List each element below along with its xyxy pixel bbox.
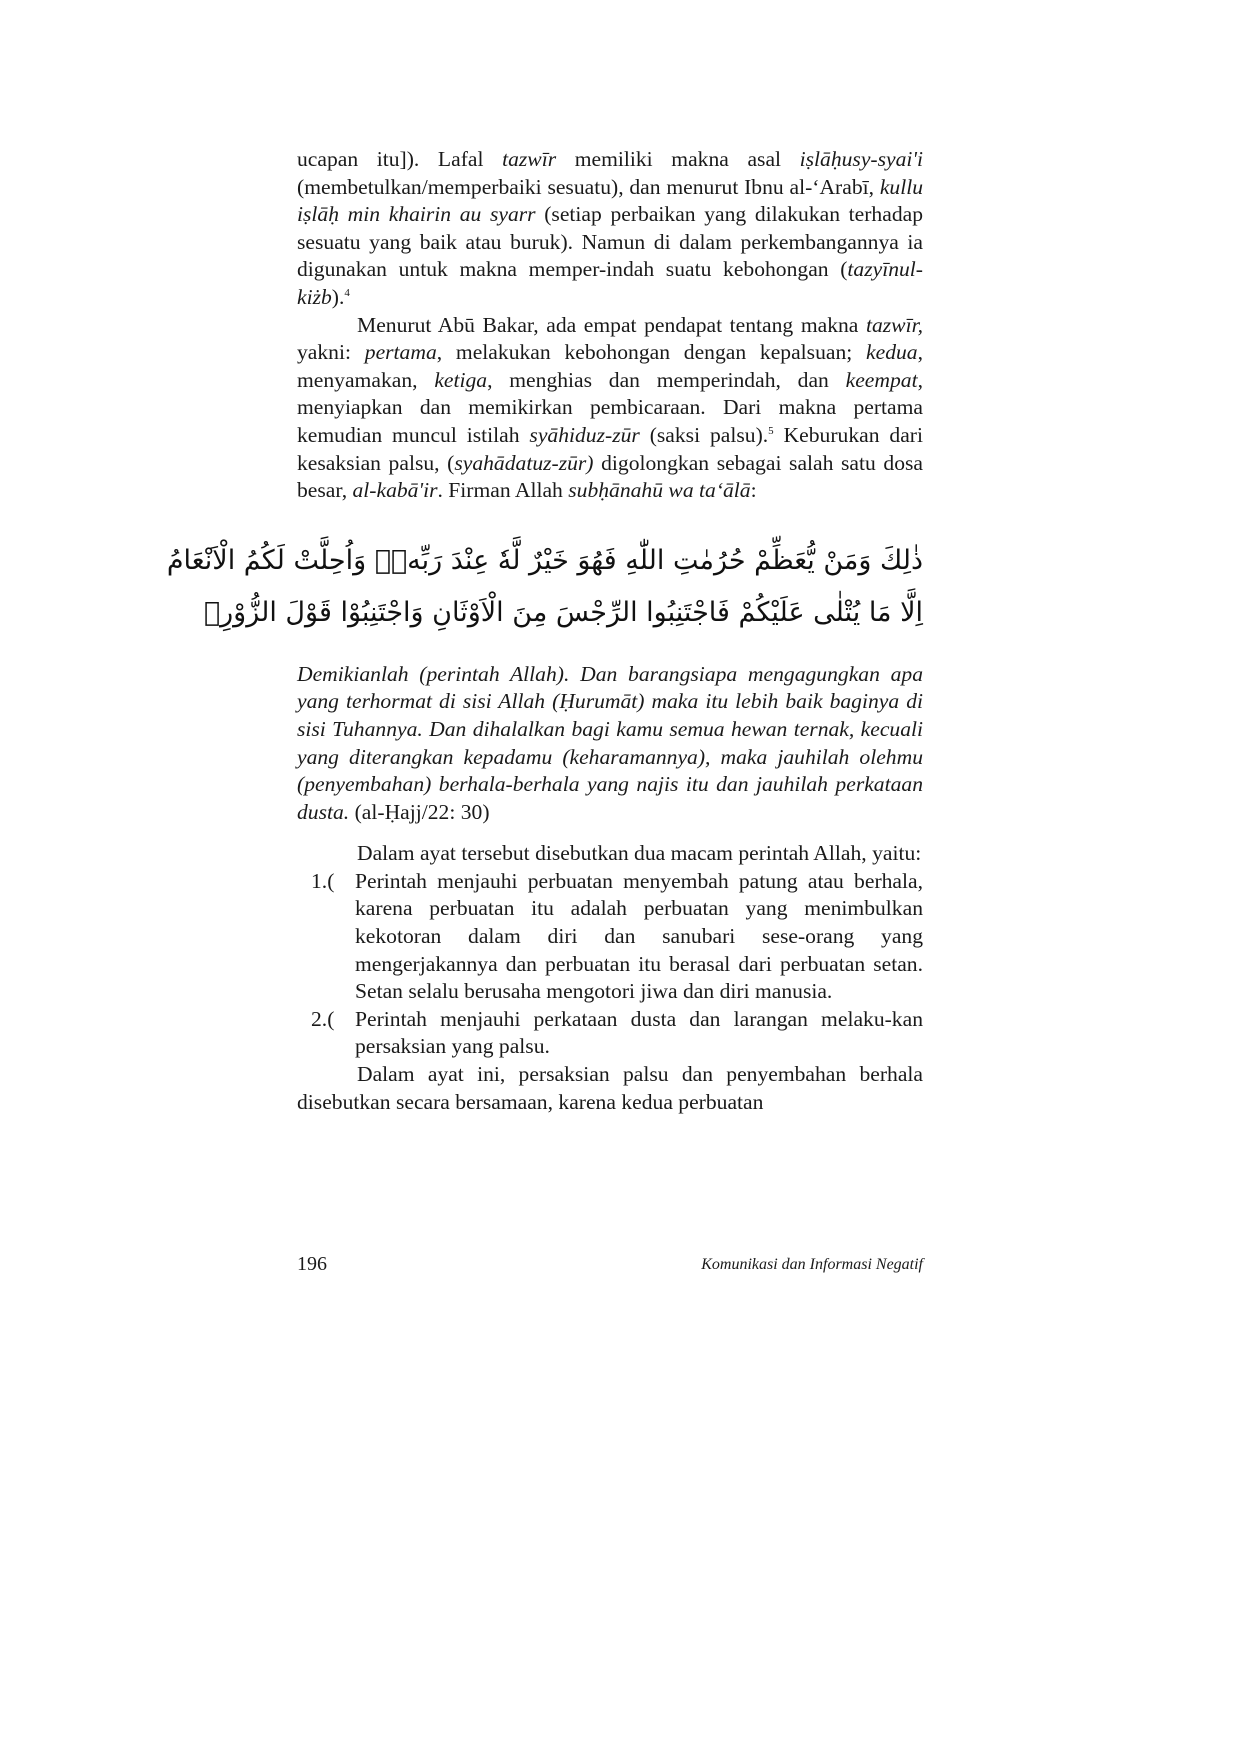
page-footer	[297, 1253, 923, 1283]
list-item-text: Perintah menjauhi perbuatan menyembah patung atau berhala, karena perbuatan itu adalah perbuatan yang menimbulkan kekotoran dalam diri dan sanubari sese-orang yang mengerjakannya dan perbuatan itu berasal dari perbuatan setan. Setan selalu berusaha mengotori jiwa dan diri manusia.	[355, 868, 923, 1004]
text-run: memiliki makna asal	[556, 147, 800, 171]
italic-term: tazyīnul-kiżb	[297, 257, 923, 309]
verse-translation	[297, 661, 923, 827]
text-run: ucapan itu]). Lafal	[297, 147, 503, 171]
text-run: (setiap perbaikan yang dilakukan terhadap sesuatu yang baik atau buruk). Namun di dalam perkembangannya ia digunakan untuk makna memper-indah suatu kebohongan (	[297, 202, 923, 282]
italic-term: kedua	[866, 340, 918, 365]
list-item-number: 1.(	[311, 868, 335, 893]
italic-term: tazwīr	[502, 147, 557, 171]
list-item	[297, 1006, 923, 1061]
italic-term: al-kabā'ir	[352, 478, 438, 503]
paragraph-1	[297, 146, 923, 312]
text-run: , menyamakan,	[297, 340, 924, 392]
footnote-ref: 5	[768, 424, 774, 437]
arabic-verse-line-1: ذٰلِكَ وَمَنْ يُّعَظِّمْ حُرُمٰتِ اللّٰهِ فَهُوَ خَيْرٌ لَّهٗ عِنْدَ رَبِّهٖۗ وَاُحِلَّتْ لَكُمُ الْاَنْعَامُ	[166, 544, 923, 576]
text-run: . Firman Allah	[437, 478, 569, 503]
text-run: :	[750, 478, 757, 503]
arabic-verse-line-2: اِلَّا مَا يُتْلٰى عَلَيْكُمْ فَاجْتَنِبُوا الرِّجْسَ مِنَ الْاَوْثَانِ وَاجْتَنِبُوْا قَوْلَ الزُّوْرِۙ	[203, 596, 923, 628]
verse-reference: (al-Ḥajj/22: 30)	[349, 799, 490, 824]
quran-verse	[166, 535, 923, 639]
text-run: , melakukan kebohongan dengan kepalsuan;	[436, 340, 867, 365]
page-number: 196	[297, 1253, 327, 1275]
italic-term: kullu iṣlāḥ min khairin au syarr	[297, 174, 923, 227]
italic-term: syahādatuz-zūr)	[454, 450, 594, 475]
text-run: (saksi palsu).	[639, 422, 769, 447]
italic-term: iṣlāḥusy-syai'i	[799, 147, 924, 171]
command-list	[297, 868, 923, 1061]
italic-term: keempat	[845, 367, 918, 392]
text-run: , menyiapkan dan memikirkan pembicaraan. Dari makna pertama kemudian muncul istilah	[297, 367, 923, 447]
list-item-number: 2.(	[311, 1006, 335, 1031]
text-run: (membetulkan/memperbaiki sesuatu), dan menurut Ibnu al-‘Arabī,	[297, 174, 880, 199]
footnote-ref: 4	[344, 286, 350, 299]
italic-term: pertama	[364, 340, 437, 365]
paragraph-2	[297, 312, 923, 505]
list-item-text: Perintah menjauhi perkataan dusta dan larangan melaku-kan persaksian yang palsu.	[355, 1006, 923, 1059]
running-title: Komunikasi dan Informasi Negatif	[701, 1256, 923, 1273]
list-item	[297, 868, 923, 1006]
text-run: yakni:	[297, 340, 365, 365]
paragraph-3: Dalam ayat tersebut disebutkan dua macam perintah Allah, yaitu:	[357, 841, 922, 866]
translation-text: Demikianlah (perintah Allah). Dan barangsiapa mengagungkan apa yang terhormat di sisi Allah (Ḥurumāt) maka itu lebih baik baginya di sisi Tuhannya. Dan dihalalkan bagi kamu semua hewan ternak, kecuali yang diterangkan kepadamu (keharamannya), maka jauhilah olehmu (penyembahan) berhala-berhala yang najis itu dan jauhilah perkataan dusta.	[297, 661, 923, 824]
text-run: Menurut Abū Bakar, ada empat pendapat tentang makna	[357, 312, 866, 337]
text-run: Keburukan dari kesaksian palsu, (	[297, 422, 923, 475]
text-run: digolongkan sebagai salah satu dosa besar,	[297, 450, 923, 503]
italic-term: ketiga	[434, 367, 488, 392]
italic-term: syāhiduz-zūr	[529, 422, 640, 447]
paragraph-4: Dalam ayat ini, persaksian palsu dan penyembahan berhala disebutkan secara bersamaan, karena kedua perbuatan	[297, 1062, 923, 1114]
italic-term: tazwīr,	[865, 312, 923, 337]
page-body	[166, 146, 924, 1116]
italic-term: subḥānahū wa ta‘ālā	[568, 478, 751, 503]
text-run: ).	[331, 284, 345, 309]
text-run: , menghias dan memperindah, dan	[487, 367, 846, 392]
